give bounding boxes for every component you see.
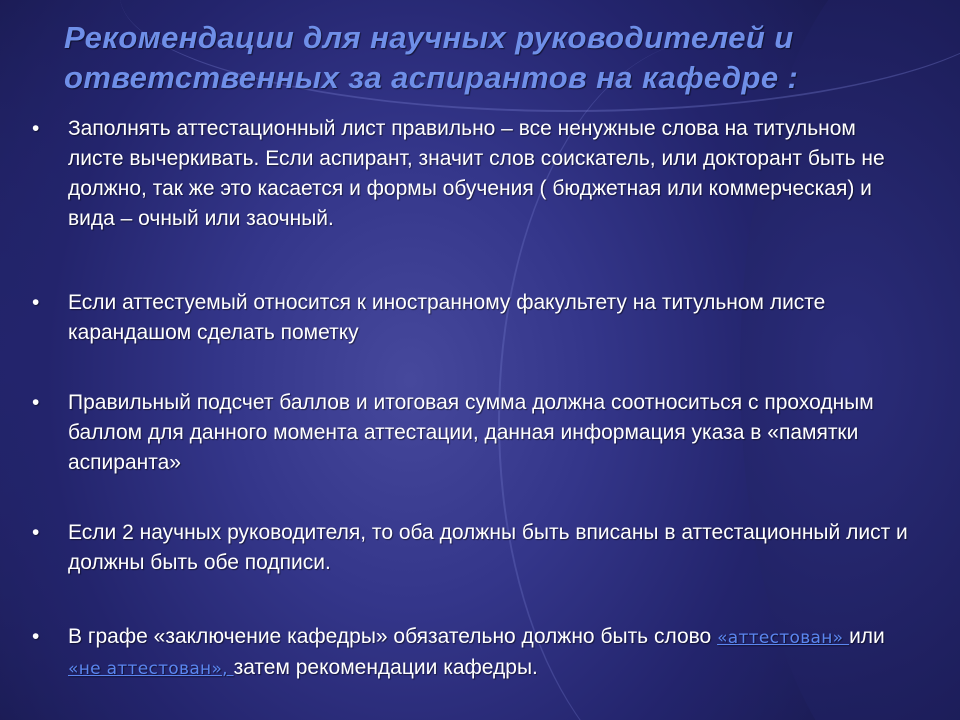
bullet-icon: •	[32, 521, 40, 544]
list-item-text: Если аттестуемый относится к иностранному факультету на титульном листе карандашом сделать пометку	[68, 291, 826, 344]
slide-title: Рекомендации для научных руководителей и ответственных за аспирантов на кафедре :	[64, 20, 799, 95]
list-item-prefix: В графе «заключение кафедры» обязательно должно быть слово	[68, 625, 718, 648]
list-item	[28, 114, 908, 288]
list-item	[28, 388, 908, 518]
list-item	[28, 518, 908, 622]
list-item-middle: или	[849, 625, 885, 648]
link-not-attested[interactable]: «не аттестован»,	[68, 659, 234, 679]
list-item-text: Если 2 научных руководителя, то оба должны быть вписаны в аттестационный лист и должны быть обе подписи.	[68, 521, 908, 574]
bullet-icon: •	[32, 391, 40, 414]
list-item-text: Правильный подсчет баллов и итоговая сумма должна соотноситься с проходным баллом для данного момента аттестации, данная информация указа в «памятки аспиранта»	[68, 391, 874, 474]
bullet-icon: •	[32, 291, 40, 314]
link-attested[interactable]: «аттестован»	[717, 628, 850, 648]
list-item	[28, 288, 908, 388]
list-item-suffix: затем рекомендации кафедры.	[233, 656, 538, 679]
bullet-list	[28, 114, 908, 684]
bullet-icon: •	[32, 117, 40, 140]
list-item-text: Заполнять аттестационный лист правильно – все ненужные слова на титульном листе вычеркивать. Если аспирант, значит слов соискатель, или докторант быть не должно, так же это касается и формы обучения ( бюджетная или коммерческая) и вида – очный или заочный.	[68, 117, 885, 230]
list-item	[28, 622, 908, 684]
bullet-icon: •	[32, 625, 40, 648]
